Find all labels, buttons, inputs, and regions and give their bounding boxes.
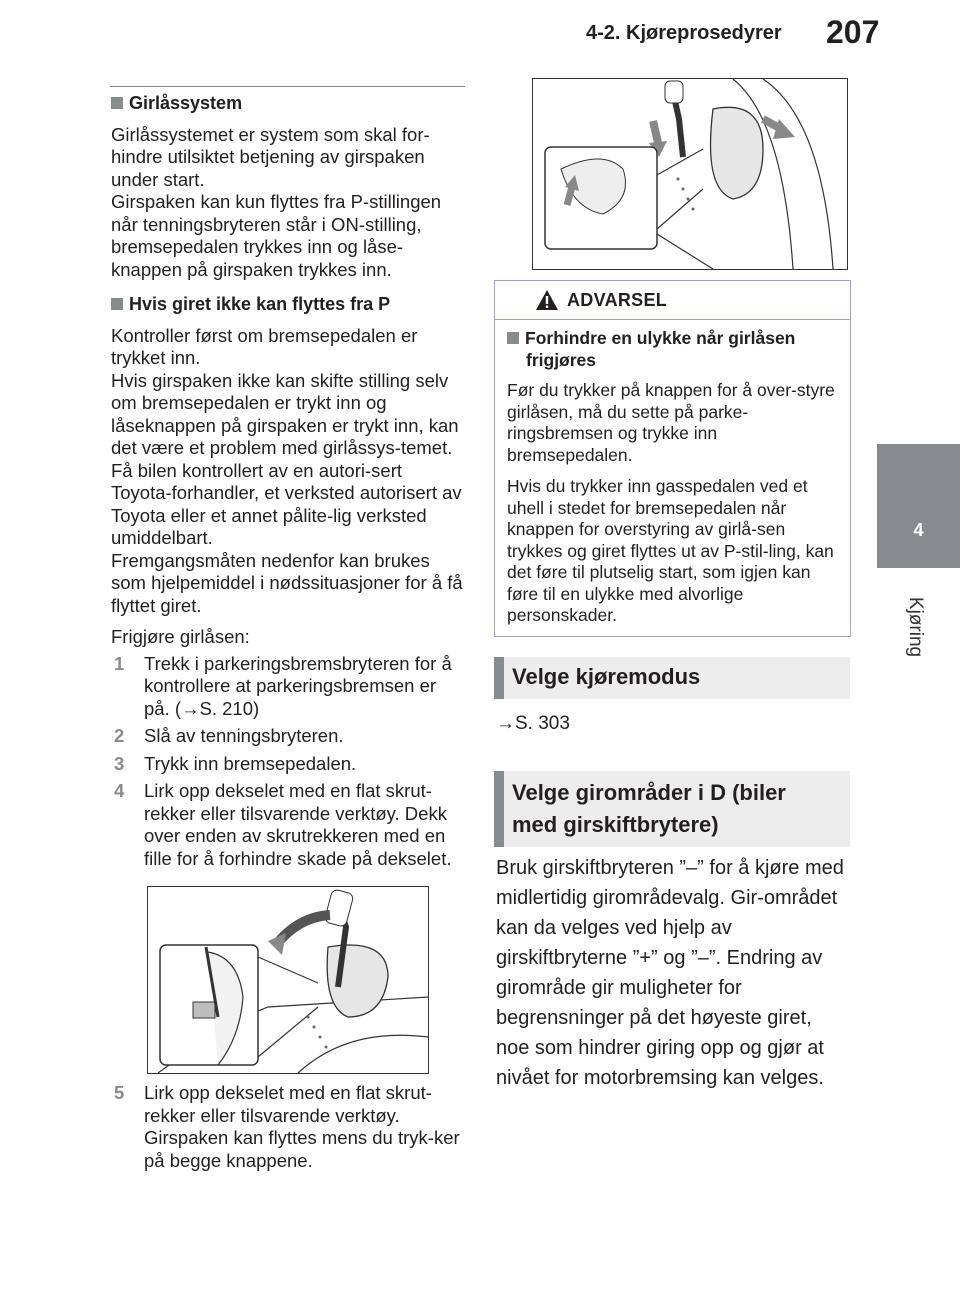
- paragraph: Fremgangsmåten nedenfor kan brukes som hjelpemiddel i nødssituasjoner for å få flyttet giret.: [111, 549, 463, 616]
- step-number: 5: [114, 1082, 125, 1103]
- page-number: 207: [826, 14, 880, 50]
- step-number: 1: [114, 652, 125, 674]
- heading-girlassystem: Girlåssystem: [111, 92, 465, 115]
- gear-range-paragraph: Bruk girskiftbryteren ”–” for å kjøre med midlertidig girområdevalg. Gir-området kan da velges ved hjelp av girskiftbryterne ”+” og ”–”. Endring av girområde gir muligheter for begrensninger på det høyeste giret, noe som hindrer giring opp og gjør at nivået for motorbremsing kan velges.: [496, 857, 844, 1089]
- section-heading-drive-mode: Velge kjøremodus: [494, 657, 850, 699]
- chapter-tab: [877, 444, 960, 568]
- paragraph: Girspaken kan kun flyttes fra P-stillingen når tenningsbryteren står i ON-stilling, bremsepedalen trykkes inn og låse-knappen på girspaken trykkes inn.: [111, 191, 442, 280]
- chapter-label-box: [895, 580, 935, 700]
- warning-paragraph: Hvis du trykker inn gasspedalen ved et uhell i stedet for bremsepedalen når knappen for overstyring av girlå-sen trykkes og giret flyttes ut av P-stil-ling, kan det føre til plutselig start, som igjen kan føre til en ulykke med alvorlige personskader.: [507, 476, 834, 625]
- step-4: [111, 780, 465, 870]
- section-heading-line: Velge girområder i D (biler: [512, 780, 786, 805]
- step-5: [111, 1082, 465, 1172]
- section-title: 4-2. Kjøreprosedyrer: [586, 22, 782, 44]
- warning-header: [495, 281, 850, 320]
- step-1: [111, 653, 465, 721]
- paragraph: Kontroller først om bremsepedalen er trykket inn.: [111, 324, 418, 368]
- step-text: Trykk inn bremsepedalen.: [144, 752, 357, 774]
- illustration-shift-lever: [532, 78, 848, 270]
- page-reference: →S. 303: [496, 713, 570, 734]
- chapter-number: 4: [913, 520, 924, 540]
- warning-paragraph: Før du trykker på knappen for å over-styre girlåsen, må du sette på parke-ringsbremsen og trykke inn bremsepedalen.: [507, 380, 835, 465]
- step-number: 4: [114, 780, 125, 801]
- heading-gear-stuck: Hvis giret ikke kan flyttes fra P: [111, 293, 465, 316]
- section-rule: [110, 86, 465, 87]
- step-text: Lirk opp dekselet med en flat skrut-rekker eller tilsvarende verktøy. Dekk over enden av skrutrekkeren med en fille for å forhindre skade på dekselet.: [144, 780, 452, 869]
- warning-box: [494, 280, 851, 637]
- paragraph: Frigjøre girlåsen:: [111, 626, 250, 647]
- step-text: Trekk i parkeringsbremsbryteren for å kontrollere at parkeringsbremsen er på. (→S. 210): [144, 652, 452, 719]
- step-text: Slå av tenningsbryteren.: [144, 725, 344, 746]
- section-heading-gear-range: [494, 771, 850, 847]
- step-text: Lirk opp dekselet med en flat skrut-rekker eller tilsvarende verktøy. Girspaken kan flyttes mens du tryk-ker på begge knappene.: [144, 1082, 460, 1171]
- step-number: 3: [114, 752, 125, 774]
- page-header: [0, 0, 960, 70]
- step-number: 2: [114, 725, 125, 746]
- left-column: [111, 92, 465, 870]
- illustration-screwdriver-cover: [147, 886, 429, 1074]
- warning-title: ADVARSEL: [567, 290, 668, 310]
- warning-triangle-icon: [535, 289, 559, 311]
- section-heading-line: med girskiftbrytere): [512, 812, 719, 837]
- step-2: [111, 725, 465, 748]
- left-column-lower: [111, 1082, 465, 1172]
- step-3: [111, 753, 465, 776]
- chapter-label: Kjøring: [905, 596, 926, 658]
- warning-heading: Forhindre en ulykke når girlåsen frigjøres: [507, 328, 838, 371]
- paragraph: Girlåssystemet er system som skal for-hindre utilsiktet betjening av girspaken under start.: [111, 123, 430, 190]
- paragraph: Hvis girspaken ikke kan skifte stilling selv om bremsepedalen er trykt inn og låseknappen på girspaken er trykt inn, kan det være et problem med girlåssys-temet. Få bilen kontrollert av en autori-sert Toyota-forhandler, et verksted autorisert av Toyota eller et annet pålite-lig verksted umiddelbart.: [111, 369, 462, 548]
